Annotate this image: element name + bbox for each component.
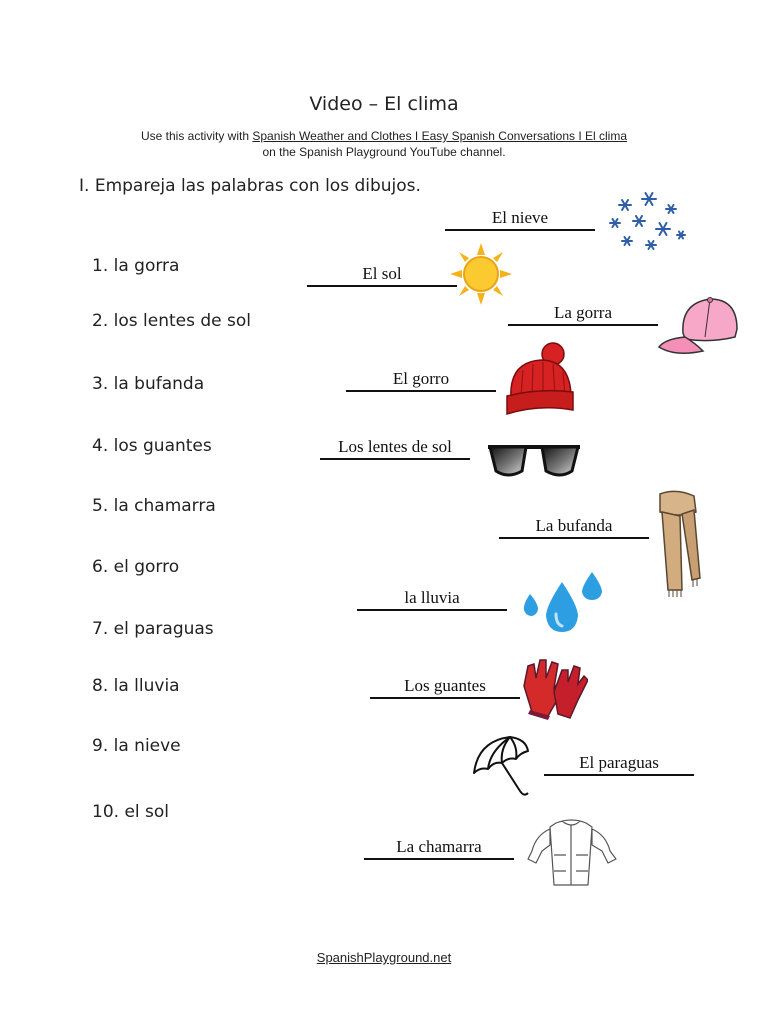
video-link[interactable]: Spanish Weather and Clothes I Easy Spanish Conversations I El clima [252, 129, 627, 143]
answer-sunglasses[interactable]: Los lentes de sol [320, 438, 470, 460]
intro-line-2: on the Spanish Playground YouTube channel. [262, 145, 506, 159]
footer [0, 950, 768, 965]
word-item-3: 3. la bufanda [92, 374, 205, 394]
instruction: I. Empareja las palabras con los dibujos. [79, 176, 421, 196]
intro-line-1 [0, 128, 768, 144]
umbrella-icon [470, 733, 532, 799]
intro-text [0, 128, 768, 160]
answer-cap[interactable]: La gorra [508, 304, 658, 326]
word-item-8: 8. la lluvia [92, 676, 180, 696]
footer-link[interactable]: SpanishPlayground.net [316, 950, 452, 965]
answer-beanie[interactable]: El gorro [346, 370, 496, 392]
word-item-4: 4. los guantes [92, 436, 212, 456]
answer-rain[interactable]: la lluvia [357, 589, 507, 611]
intro-prefix: Use this activity with [140, 129, 253, 143]
jacket-icon [526, 815, 618, 887]
beanie-icon [503, 342, 575, 418]
gloves-icon [518, 652, 588, 720]
answer-gloves[interactable]: Los guantes [370, 677, 520, 699]
sun-icon [450, 243, 512, 305]
raindrops-icon [520, 570, 606, 636]
scarf-icon [652, 490, 702, 600]
snowflakes-icon [605, 189, 690, 254]
cap-icon [655, 293, 745, 361]
word-item-10: 10. el sol [92, 802, 170, 822]
sunglasses-icon [486, 443, 582, 481]
answer-jacket[interactable]: La chamarra [364, 838, 514, 860]
answer-sun[interactable]: El sol [307, 265, 457, 287]
word-item-6: 6. el gorro [92, 557, 180, 577]
answer-umbrella[interactable]: El paraguas [544, 754, 694, 776]
answer-scarf[interactable]: La bufanda [499, 517, 649, 539]
word-item-5: 5. la chamarra [92, 496, 216, 516]
word-item-2: 2. los lentes de sol [92, 311, 251, 331]
word-item-7: 7. el paraguas [92, 619, 214, 639]
word-item-9: 9. la nieve [92, 736, 181, 756]
page-title: Video – El clima [309, 93, 459, 115]
word-item-1: 1. la gorra [92, 256, 180, 276]
answer-snow[interactable]: El nieve [445, 209, 595, 231]
